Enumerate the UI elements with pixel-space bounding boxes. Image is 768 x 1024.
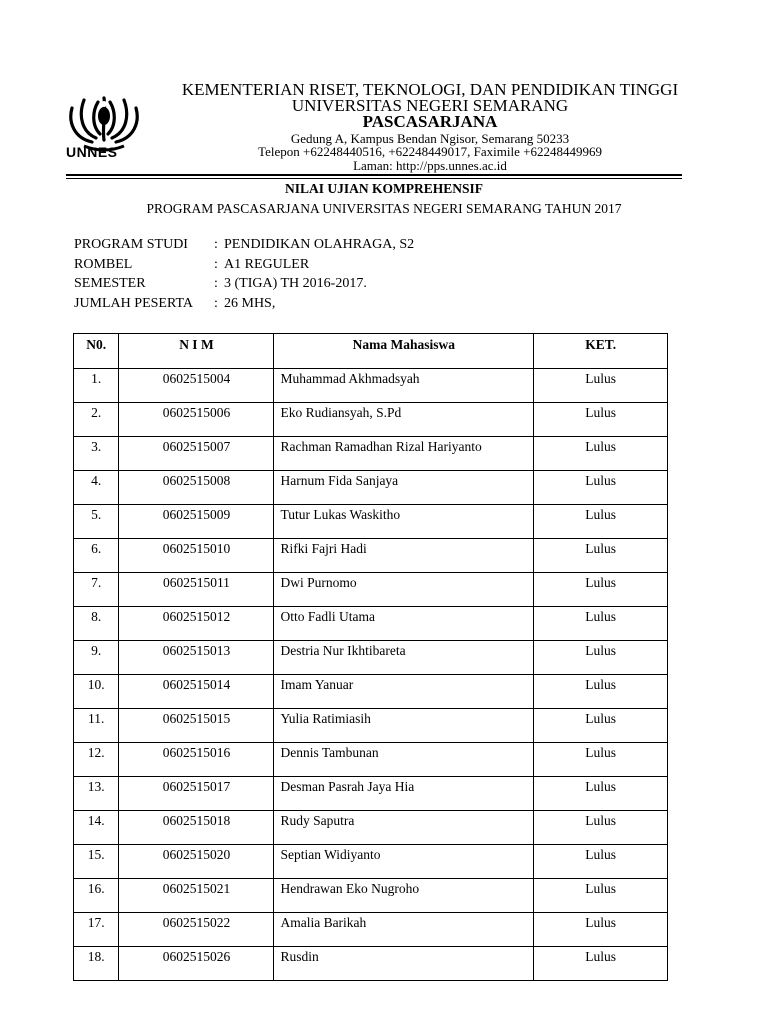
row-number: 18.	[74, 947, 119, 981]
letterhead-rule-thick	[66, 174, 682, 176]
nim-cell: 0602515020	[119, 845, 274, 879]
row-number: 5.	[74, 505, 119, 539]
info-label: JUMLAH PESERTA	[74, 296, 193, 311]
student-name-cell: Desman Pasrah Jaya Hia	[274, 777, 534, 811]
status-cell: Lulus	[534, 811, 668, 845]
header-ket: KET.	[534, 334, 668, 369]
student-name-cell: Imam Yanuar	[274, 675, 534, 709]
student-name-cell: Amalia Barikah	[274, 913, 534, 947]
row-number: 4.	[74, 471, 119, 505]
status-cell: Lulus	[534, 913, 668, 947]
status-cell: Lulus	[534, 573, 668, 607]
info-separator: :	[214, 276, 218, 291]
info-row-semester	[74, 276, 367, 292]
student-name-cell: Rudy Saputra	[274, 811, 534, 845]
row-number: 8.	[74, 607, 119, 641]
nim-cell: 0602515009	[119, 505, 274, 539]
table-row	[74, 573, 668, 607]
table-row	[74, 505, 668, 539]
status-cell: Lulus	[534, 675, 668, 709]
info-separator: :	[214, 296, 218, 311]
nim-cell: 0602515015	[119, 709, 274, 743]
row-number: 14.	[74, 811, 119, 845]
row-number: 7.	[74, 573, 119, 607]
student-name-cell: Septian Widiyanto	[274, 845, 534, 879]
info-row-program	[74, 237, 414, 253]
table-header-row	[74, 334, 668, 369]
row-number: 6.	[74, 539, 119, 573]
student-name-cell: Muhammad Akhmadsyah	[274, 369, 534, 403]
info-value: 26 MHS,	[224, 296, 276, 311]
student-name-cell: Eko Rudiansyah, S.Pd	[274, 403, 534, 437]
row-number: 1.	[74, 369, 119, 403]
student-name-cell: Rusdin	[274, 947, 534, 981]
student-name-cell: Tutur Lukas Waskitho	[274, 505, 534, 539]
table-row	[74, 539, 668, 573]
status-cell: Lulus	[534, 539, 668, 573]
student-name-cell: Hendrawan Eko Nugroho	[274, 879, 534, 913]
logo-wordmark: UNNES	[66, 144, 118, 160]
row-number: 11.	[74, 709, 119, 743]
nim-cell: 0602515013	[119, 641, 274, 675]
student-name-cell: Dennis Tambunan	[274, 743, 534, 777]
nim-cell: 0602515012	[119, 607, 274, 641]
student-name-cell: Harnum Fida Sanjaya	[274, 471, 534, 505]
status-cell: Lulus	[534, 743, 668, 777]
info-value: 3 (TIGA) TH 2016-2017.	[224, 276, 367, 291]
nim-cell: 0602515018	[119, 811, 274, 845]
ministry-name: KEMENTERIAN RISET, TEKNOLOGI, DAN PENDIDIKAN TINGGI	[181, 80, 679, 99]
info-row-participants	[74, 296, 275, 312]
table-row	[74, 675, 668, 709]
university-name: UNIVERSITAS NEGERI SEMARANG	[291, 96, 569, 115]
nim-cell: 0602515022	[119, 913, 274, 947]
table-row	[74, 437, 668, 471]
letterhead-rule-thin	[66, 178, 682, 179]
status-cell: Lulus	[534, 709, 668, 743]
info-separator: :	[214, 237, 218, 252]
table-row	[74, 607, 668, 641]
table-body	[74, 369, 668, 981]
status-cell: Lulus	[534, 777, 668, 811]
student-name-cell: Dwi Purnomo	[274, 573, 534, 607]
table-row	[74, 845, 668, 879]
header-name: Nama Mahasiswa	[274, 334, 534, 369]
document-title: NILAI UJIAN KOMPREHENSIF	[284, 181, 484, 196]
table-row	[74, 947, 668, 981]
results-table	[73, 333, 668, 981]
row-number: 2.	[74, 403, 119, 437]
table-row	[74, 913, 668, 947]
table-row	[74, 777, 668, 811]
nim-cell: 0602515011	[119, 573, 274, 607]
row-number: 12.	[74, 743, 119, 777]
row-number: 9.	[74, 641, 119, 675]
status-cell: Lulus	[534, 505, 668, 539]
info-label: SEMESTER	[74, 276, 146, 291]
status-cell: Lulus	[534, 437, 668, 471]
nim-cell: 0602515021	[119, 879, 274, 913]
student-name-cell: Otto Fadli Utama	[274, 607, 534, 641]
address-line: Gedung A, Kampus Bendan Ngisor, Semarang 50233	[290, 131, 570, 146]
nim-cell: 0602515017	[119, 777, 274, 811]
status-cell: Lulus	[534, 845, 668, 879]
nim-cell: 0602515026	[119, 947, 274, 981]
website-line: Laman: http://pps.unnes.ac.id	[353, 158, 507, 173]
header-no: N0.	[74, 334, 119, 369]
table-row	[74, 641, 668, 675]
row-number: 10.	[74, 675, 119, 709]
table-row	[74, 811, 668, 845]
status-cell: Lulus	[534, 607, 668, 641]
status-cell: Lulus	[534, 947, 668, 981]
student-name-cell: Rifki Fajri Hadi	[274, 539, 534, 573]
student-name-cell: Destria Nur Ikhtibareta	[274, 641, 534, 675]
info-label: PROGRAM STUDI	[74, 237, 188, 252]
table-row	[74, 709, 668, 743]
document-subtitle: PROGRAM PASCASARJANA UNIVERSITAS NEGERI SEMARANG TAHUN 2017	[146, 201, 622, 216]
nim-cell: 0602515016	[119, 743, 274, 777]
info-row-rombel	[74, 257, 309, 273]
status-cell: Lulus	[534, 879, 668, 913]
faculty-name: PASCASARJANA	[362, 112, 498, 131]
row-number: 3.	[74, 437, 119, 471]
header-nim: N I M	[119, 334, 274, 369]
student-name-cell: Rachman Ramadhan Rizal Hariyanto	[274, 437, 534, 471]
table-row	[74, 879, 668, 913]
row-number: 13.	[74, 777, 119, 811]
student-name-cell: Yulia Ratimiasih	[274, 709, 534, 743]
status-cell: Lulus	[534, 641, 668, 675]
row-number: 15.	[74, 845, 119, 879]
table-row	[74, 403, 668, 437]
nim-cell: 0602515006	[119, 403, 274, 437]
nim-cell: 0602515014	[119, 675, 274, 709]
phone-line: Telepon +62248440516, +62248449017, Faximile +62248449969	[258, 144, 602, 159]
table-row	[74, 369, 668, 403]
info-label: ROMBEL	[74, 257, 133, 272]
info-value: A1 REGULER	[224, 257, 310, 272]
row-number: 17.	[74, 913, 119, 947]
info-value: PENDIDIKAN OLAHRAGA, S2	[224, 237, 415, 252]
status-cell: Lulus	[534, 403, 668, 437]
table-row	[74, 471, 668, 505]
row-number: 16.	[74, 879, 119, 913]
nim-cell: 0602515008	[119, 471, 274, 505]
info-separator: :	[214, 257, 218, 272]
nim-cell: 0602515007	[119, 437, 274, 471]
nim-cell: 0602515004	[119, 369, 274, 403]
status-cell: Lulus	[534, 369, 668, 403]
status-cell: Lulus	[534, 471, 668, 505]
table-row	[74, 743, 668, 777]
nim-cell: 0602515010	[119, 539, 274, 573]
